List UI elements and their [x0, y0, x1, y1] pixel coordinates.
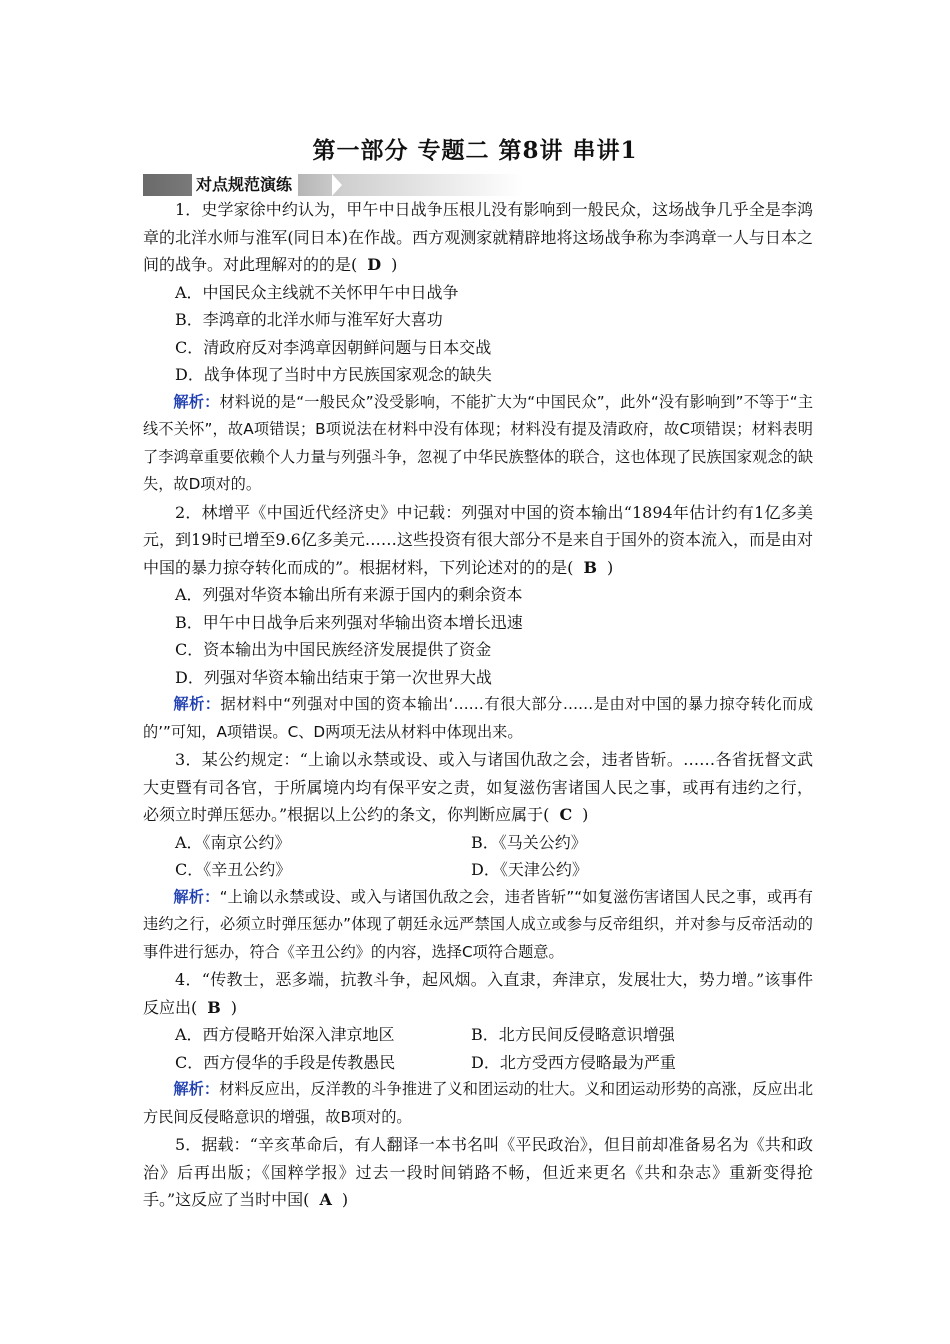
question-2-close: )	[606, 557, 614, 577]
questions	[143, 196, 813, 1214]
question-4-analysis	[143, 1076, 813, 1131]
question-3-stem	[143, 746, 813, 829]
question-3-answer: C	[559, 805, 573, 824]
question-5-close: )	[341, 1190, 349, 1209]
question-3-option-d: D．《天津公约》	[471, 860, 588, 879]
question-5-stem	[143, 1131, 813, 1214]
section-header-arrow	[332, 174, 342, 196]
question-1-text: 1．史学家徐中约认为，甲午中日战争压根儿没有影响到一般民众，这场战争几乎全是李鸿章的北洋水师与淮军(同日本)在作战。西方观测家就精辟地将这场战争称为李鸿章一人与日本之间的战争。对此理解对的的是(	[143, 200, 813, 274]
analysis-label: 解析：	[173, 392, 220, 411]
question-2-option-a: A．列强对华资本输出所有来源于国内的剩余资本	[175, 585, 523, 604]
question-2-option-b: B．甲午中日战争后来列强对华输出资本增长迅速	[175, 612, 523, 632]
question-1-option-a: A．中国民众主线就不关怀甲午中日战争	[175, 282, 459, 302]
question-1-option-b: B．李鸿章的北洋水师与淮军好大喜功	[175, 310, 443, 329]
question-3-close: )	[582, 805, 589, 824]
question-4-option-c: C．西方侵华的手段是传教愚民	[175, 1052, 396, 1072]
question-1-close: )	[391, 255, 398, 274]
analysis-label: 解析：	[173, 695, 221, 713]
analysis-text: 材料反应出，反洋教的斗争推进了义和团运动的壮大。义和团运动形势的高涨，反应出北方民间反侵略意识的增强，故B项对的。	[143, 1080, 814, 1126]
question-4-answer: B	[207, 997, 221, 1017]
question-4-stem	[143, 966, 813, 1021]
question-3-option-b: B．《马关公约》	[471, 832, 587, 852]
page-title: 第一部分 专题二 第8讲 串讲1	[312, 137, 638, 164]
question-1-stem	[143, 196, 813, 279]
question-2-text: 2．林增平《中国近代经济史》中记载：列强对中国的资本输出“1894年估计约有1亿多美元，到19时已增至9.6亿多美元……这些投资有很大部分不是来自于国外的资本流入，而是由对中国的暴力掠夺转化而成的”。根据材料，下列论述对的的是(	[143, 502, 813, 577]
question-3-analysis	[143, 884, 813, 967]
question-4-text: 4．“传教士，恶多端，抗教斗争，起风烟。入直隶，奔津京，发展壮大，势力增。”该事件反应出(	[143, 970, 813, 1017]
question-2-stem	[143, 499, 813, 582]
question-4-option-b: B．北方民间反侵略意识增强	[471, 1025, 675, 1044]
analysis-text: “上谕以永禁或设、或入与诸国仇敌之会，违者皆斩”“如复滋伤害诸国人民之事，或再有违约之行，必须立时弹压惩办”体现了朝廷永远严禁国人成立或参与反帝组织，并对参与反帝活动的事件进行惩办，符合《辛丑公约》的内容，选择C项符合题意。	[143, 887, 813, 961]
question-3-text: 3．某公约规定：“上谕以永禁或设、或入与诸国仇敌之会，违者皆斩。……各省抚督文武大吏暨有司各官，于所属境内均有保平安之责，如复滋伤害诸国人民之事，或再有违约之行，必须立时弹压惩办。”根据以上公约的条文，你判断应属于(	[143, 750, 813, 824]
question-1-analysis	[143, 389, 813, 499]
question-2-option-d: D．列强对华资本输出结束于第一次世界大战	[175, 667, 492, 687]
question-1-option-c: C．清政府反对李鸿章因朝鲜问题与日本交战	[175, 337, 492, 357]
question-4-option-d: D．北方受西方侵略最为严重	[471, 1052, 676, 1072]
question-3-option-c: C．《辛丑公约》	[175, 860, 292, 879]
question-4-options-row-1	[143, 1021, 813, 1049]
question-5-answer: A	[319, 1190, 332, 1209]
question-3-options-row-1	[143, 829, 813, 857]
question-3-option-a: A．《南京公约》	[175, 832, 291, 852]
question-3-options-row-2	[143, 856, 813, 884]
analysis-label: 解析：	[173, 1080, 220, 1098]
analysis-label: 解析：	[173, 887, 220, 906]
analysis-text: 材料说的是“一般民众”没受影响，不能扩大为“中国民众”，此外“没有影响到”不等于“主线不关怀”，故A项错误；B项说法在材料中没有体现；材料没有提及清政府，故C项错误；材料表明了李鸿章重要依赖个人力量与列强斗争，忽视了中华民族整体的联合，这也体现了民族国家观念的缺失，故D项对的。	[143, 392, 814, 493]
section-header-label: 对点规范演练	[192, 174, 298, 196]
question-2-answer: B	[583, 557, 597, 577]
question-2-option-c: C．资本输出为中国民族经济发展提供了资金	[175, 640, 492, 659]
analysis-text: 据材料中“列强对中国的资本输出‘……有很大部分……是由对中国的暴力掠夺转化而成的’”可知，A项错误。C、D两项无法从材料中体现出来。	[143, 695, 814, 741]
question-4-close: )	[230, 997, 238, 1017]
question-1-option-d: D．战争体现了当时中方民族国家观念的缺失	[175, 365, 492, 384]
question-1-answer: D	[367, 255, 382, 274]
question-4-option-a: A．西方侵略开始深入津京地区	[175, 1025, 395, 1044]
question-2-analysis	[143, 691, 813, 746]
question-4-options-row-2	[143, 1049, 813, 1077]
question-5-text: 5．据载：“辛亥革命后，有人翻译一本书名叫《平民政治》，但目前却准备易名为《共和政治》后再出版；《国粹学报》过去一段时间销路不畅，但近来更名《共和杂志》重新变得抢手。”这反应了当时中国(	[143, 1135, 813, 1209]
